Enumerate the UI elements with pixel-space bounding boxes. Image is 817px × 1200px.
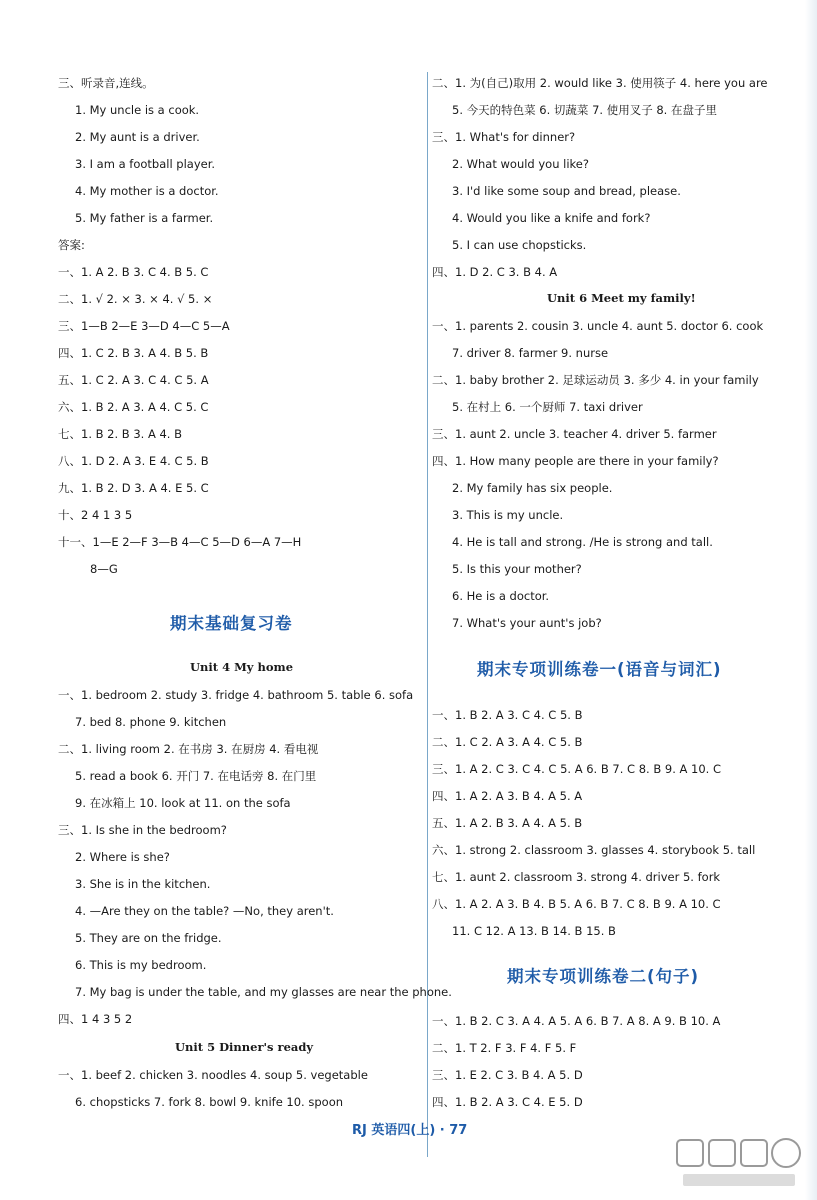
unit4-line: 四、1 4 3 5 2 — [58, 1012, 133, 1026]
unit4-line: 5. They are on the fridge. — [75, 931, 222, 945]
listen-item: 3. I am a football player. — [75, 157, 216, 171]
answer-line: 九、1. B 2. D 3. A 4. E 5. C — [58, 481, 209, 495]
section2-line: 八、1. A 2. A 3. B 4. B 5. A 6. B 7. C 8. B 9. A 10. C — [432, 897, 721, 911]
unit6-line: 四、1. How many people are there in your family? — [432, 454, 719, 468]
page-edge-shadow — [805, 0, 817, 1200]
unit5-line: 3. I'd like some soup and bread, please. — [452, 184, 681, 198]
section-title-phonics-vocab: 期末专项训练卷一(语音与词汇) — [477, 660, 722, 679]
unit6-line: 7. driver 8. farmer 9. nurse — [452, 346, 609, 360]
answer-line: 三、1—B 2—E 3—D 4—C 5—A — [58, 319, 230, 333]
page-footer: RJ 英语四(上) · 77 — [352, 1123, 468, 1138]
unit4-line: 9. 在冰箱上 10. look at 11. on the sofa — [75, 796, 291, 810]
section2-line: 四、1. A 2. A 3. B 4. A 5. A — [432, 789, 583, 803]
unit6-line: 5. Is this your mother? — [452, 562, 582, 576]
section2-line: 一、1. B 2. A 3. C 4. C 5. B — [432, 708, 583, 722]
unit6-line: 7. What's your aunt's job? — [452, 616, 602, 630]
section3-line: 一、1. B 2. C 3. A 4. A 5. A 6. B 7. A 8. A 9. B 10. A — [432, 1014, 721, 1028]
unit4-line: 5. read a book 6. 开门 7. 在电话旁 8. 在门里 — [75, 769, 317, 783]
unit4-line: 2. Where is she? — [75, 850, 170, 864]
section3-line: 四、1. B 2. A 3. C 4. E 5. D — [432, 1095, 583, 1109]
answer-line: 五、1. C 2. A 3. C 4. C 5. A — [58, 373, 209, 387]
unit6-line: 5. 在村上 6. 一个厨师 7. taxi driver — [452, 400, 643, 414]
unit4-line: 二、1. living room 2. 在书房 3. 在厨房 4. 看电视 — [58, 742, 319, 756]
unit5-line: 一、1. beef 2. chicken 3. noodles 4. soup 5. vegetable — [58, 1068, 368, 1082]
unit6-line: 一、1. parents 2. cousin 3. uncle 4. aunt 5. doctor 6. cook — [432, 319, 764, 333]
unit5-line: 6. chopsticks 7. fork 8. bowl 9. knife 10. spoon — [75, 1095, 344, 1109]
section2-line: 三、1. A 2. C 3. C 4. C 5. A 6. B 7. C 8. B 9. A 10. C — [432, 762, 722, 776]
answer-line: 四、1. C 2. B 3. A 4. B 5. B — [58, 346, 209, 360]
unit4-line: 6. This is my bedroom. — [75, 958, 207, 972]
unit5-line: 4. Would you like a knife and fork? — [452, 211, 651, 225]
unit6-line: 6. He is a doctor. — [452, 589, 550, 603]
unit4-line: 4. —Are they on the table? —No, they aren't. — [75, 904, 334, 918]
listen-item: 1. My uncle is a cook. — [75, 103, 200, 117]
section2-line: 五、1. A 2. B 3. A 4. A 5. B — [432, 816, 583, 830]
listen-item: 4. My mother is a doctor. — [75, 184, 219, 198]
unit4-line: 一、1. bedroom 2. study 3. fridge 4. bathroom 5. table 6. sofa — [58, 688, 414, 702]
unit4-line: 7. My bag is under the table, and my glasses are near the phone. — [75, 985, 452, 999]
answers-label: 答案: — [58, 238, 85, 252]
unit5-line: 三、1. What's for dinner? — [432, 130, 576, 144]
unit4-line: 7. bed 8. phone 9. kitchen — [75, 715, 227, 729]
unit4-title: Unit 4 My home — [190, 660, 294, 674]
section2-line: 六、1. strong 2. classroom 3. glasses 4. storybook 5. tall — [432, 843, 756, 857]
unit5-line: 二、1. 为(自己)取用 2. would like 3. 使用筷子 4. here you are — [432, 76, 768, 90]
answer-line: 十、2 4 1 3 5 — [58, 508, 133, 522]
section2-line: 七、1. aunt 2. classroom 3. strong 4. driver 5. fork — [432, 870, 721, 884]
section-title-final-review: 期末基础复习卷 — [170, 614, 293, 633]
unit4-line: 3. She is in the kitchen. — [75, 877, 211, 891]
answer-line: 8—G — [90, 562, 118, 576]
listen-heading: 三、听录音,连线。 — [58, 76, 154, 90]
answer-line: 七、1. B 2. B 3. A 4. B — [58, 427, 183, 441]
watermark-logo — [669, 1134, 809, 1194]
section2-line: 二、1. C 2. A 3. A 4. C 5. B — [432, 735, 583, 749]
section3-line: 三、1. E 2. C 3. B 4. A 5. D — [432, 1068, 583, 1082]
unit4-line: 三、1. Is she in the bedroom? — [58, 823, 227, 837]
answer-line: 一、1. A 2. B 3. C 4. B 5. C — [58, 265, 209, 279]
unit5-line: 2. What would you like? — [452, 157, 589, 171]
unit6-line: 3. This is my uncle. — [452, 508, 564, 522]
unit5-line: 5. 今天的特色菜 6. 切蔬菜 7. 使用叉子 8. 在盘子里 — [452, 103, 717, 117]
listen-item: 5. My father is a farmer. — [75, 211, 214, 225]
answer-line: 二、1. √ 2. × 3. × 4. √ 5. × — [58, 292, 213, 306]
unit5-line: 四、1. D 2. C 3. B 4. A — [432, 265, 558, 279]
unit5-line: 5. I can use chopsticks. — [452, 238, 587, 252]
unit6-line: 2. My family has six people. — [452, 481, 613, 495]
answer-line: 六、1. B 2. A 3. A 4. C 5. C — [58, 400, 209, 414]
unit6-line: 三、1. aunt 2. uncle 3. teacher 4. driver 5. farmer — [432, 427, 717, 441]
unit6-line: 二、1. baby brother 2. 足球运动员 3. 多少 4. in your family — [432, 373, 759, 387]
listen-item: 2. My aunt is a driver. — [75, 130, 200, 144]
unit6-title: Unit 6 Meet my family! — [547, 291, 696, 305]
answer-line: 八、1. D 2. A 3. E 4. C 5. B — [58, 454, 209, 468]
unit5-title: Unit 5 Dinner's ready — [175, 1040, 314, 1054]
section3-line: 二、1. T 2. F 3. F 4. F 5. F — [432, 1041, 577, 1055]
unit6-line: 4. He is tall and strong. /He is strong and tall. — [452, 535, 713, 549]
section2-line: 11. C 12. A 13. B 14. B 15. B — [452, 924, 616, 938]
section-title-sentences: 期末专项训练卷二(句子) — [507, 967, 700, 986]
answer-line: 十一、1—E 2—F 3—B 4—C 5—D 6—A 7—H — [58, 535, 302, 549]
